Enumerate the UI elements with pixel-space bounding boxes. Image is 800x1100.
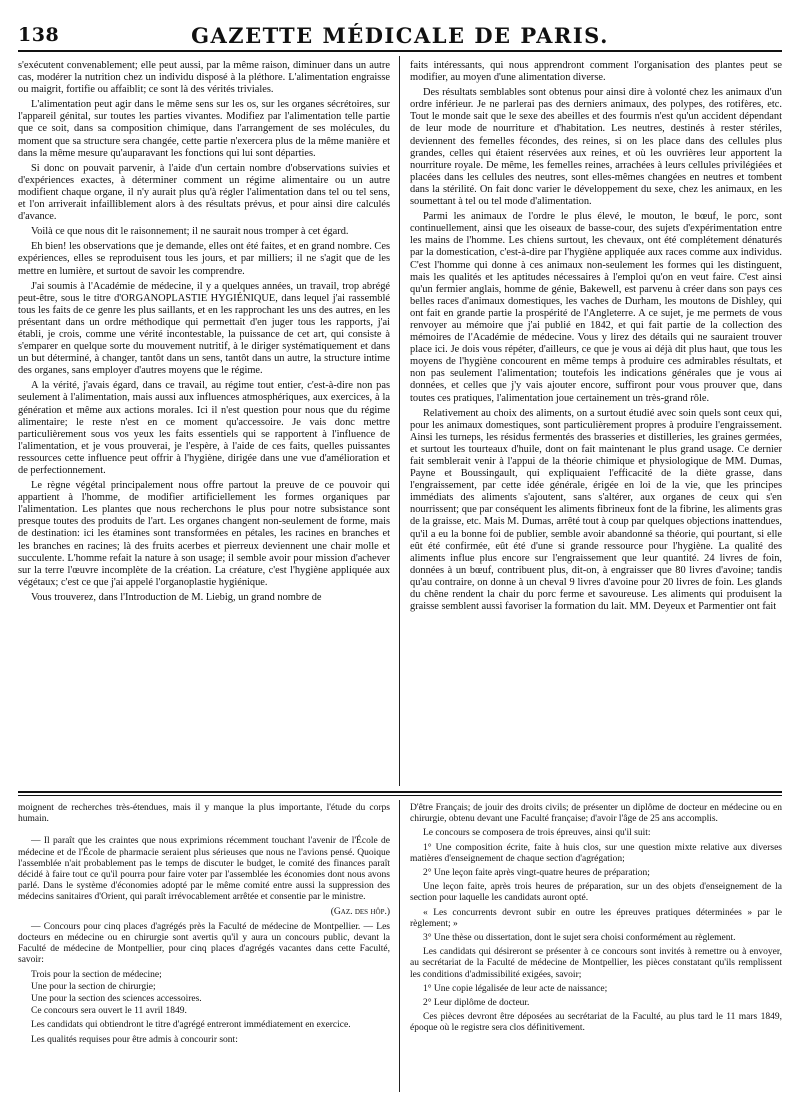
paragraph: Des résultats semblables sont obtenus pour ainsi dire à volonté chez les animaux d'un ordre inférieur. Je ne parlerai pas des derniers animaux, des polypes, des rotifères, etc. Tout le monde sait que le sexe des abeilles et des fourmis n'est qu'un accident dépendant de leur mode de nourriture et d'habitation. Les neutres, destinés à rester stériles, deviennent des femelles fécondes, des reines, si on les place dans des cellules plus grandes, celles qui étaient réservées aux reines, et où les ouvrières leur apportent la nourriture royale. De même, les femelles reines, arrachées à leurs cellules privilégiées et placées dans les cellules des neutres, sont elles-mêmes changées en neutres et tombent dans la stérilité. On fait donc varier le développement du sexe, chez les animaux, en les soumettant à tel ou tel mode d'alimentation. [410,87,782,208]
main-column-left [18,60,390,785]
paragraph: faits intéressants, qui nous apprendront comment l'organisation des plantes peut se modifier, au moyen d'une alimentation diverse. [410,60,782,84]
list-item: 3° Une thèse ou dissertation, dont le sujet sera choisi conformément au règlement. [423,933,736,944]
paragraph: Le règne végétal principalement nous offre partout la preuve de ce pouvoir qui appartient à l'homme, de modifier artificiellement les formes organiques par l'alimentation. Les plantes que nous recherchons le plus pour notre subsistance sont presque toutes des produits de l'art. Les organes changent non-seulement de forme, mais de destination: ici les étamines sont transformées en pétales, les racines en branches et les branches en racines; là des fruits acerbes et pierreux deviennent une chair molle et succulente. L'homme refait la nature à son usage; il semble avoir pour mission d'achever sur la terre l'œuvre incomplète de la création. La créature, c'est l'hygiène appliquée aux végétaux; c'est ce que j'ai appelé l'organoplastie hygiénique. [18,480,390,588]
list-item: Une pour la section des sciences accessoires. [31,994,202,1005]
quote: « Les concurrents devront subir en outre les épreuves pratiques déterminées » par le règlement; » [410,907,782,929]
paragraph: Si donc on pouvait parvenir, à l'aide d'un certain nombre d'observations suivies et d'expériences exactes, à déterminer comment un régime alimentaire ou un autre modifient chaque organe, il n'y aurait plus qu'à régler l'alimentation dans tel ou tel sens, et l'on arriverait infailliblement alors à des résultats prévus, et pour ainsi dire calculés d'avance. [18,162,390,223]
concours-announcement: — Concours pour cinq places d'agrégés près la Faculté de médecine de Montpellier. — Les docteurs en médecine ou en chirurgie sont avertis qu'il y aura un concours public, devant la Faculté de médecine de Montpellier, pour cinq places d'agrégés vacantes dans cette Faculté, savoir: [18,921,390,966]
paragraph: J'ai soumis à l'Académie de médecine, il y a quelques années, un travail, trop abrégé peut-être, sous le titre d'ORGANOPLASTIE HYGIÉNIQUE, dans lequel j'ai rassemblé tous les faits de ce genre les plus saillants, et en les rapprochant les uns des autres, en les présentant dans un ordre méthodique qui permettait d'en juger tous les rapports, j'ai établi, je crois, comme une vérité incontestable, la puissance de cet art, qui consiste à s'emparer en quelque sorte du mouvement nutritif, à le diriger systématiquement et dans un but déterminé, à changer, tantôt dans un sens, tantôt dans un autre, la structure intime des organes, sans employer d'autres moyens que le régime. [18,280,390,377]
paragraph: Relativement au choix des aliments, on a surtout étudié avec soin quels sont ceux qui, pour les animaux domestiques, sont particulièrement propres à produire l'engraissement. Ainsi les turneps, les résidus fermentés des brasseries et distilleries, les graines germées, et surtout les tourteaux d'huile, dont on fait maintenant le plus grand usage. Ce dernier fait semblerait venir à l'appui de la théorie chimique et physiologique de MM. Dumas, Payne et Boussingault, qui expliquaient l'efficacité de la diète grasse, dans l'engraissement, par cette idée générale, érigée en loi de la vie, que les principes immédiats des aliments s'ajoutent, sans s'altérer, aux organes de ceux qui s'en nourrissent; que par conséquent les aliments fibrineux font de la fibrine, les aliments gras de la graisse, etc. Mais M. Dumas, arrêté tout à coup par quelques objections inattendues, qu'il a eu la bonne foi de publier, semble avoir abandonné sa théorie, qui pourtant, si elle eût été confirmée, eût été d'une si grande ressource pour l'hygiène. La qualité des aliments influe plus encore sur l'engraissement que leur quantité. 24 livres de foin, données à un bœuf, contribuent plus, dit-on, à engraisser que 80 livres d'avoine; tandis qu'au contraire, on donne à un cheval 9 livres d'avoine pour 20 livres de foin. Les glands du chêne rendent la chair du porc ferme et savoureuse. Les aliments qui produisent la graisse semblent aussi favoriser la formation du lait. MM. Deyeux et Parmentier ont fait [410,407,782,613]
section-rule [18,791,782,793]
column-divider [399,800,400,1092]
main-column-right [410,60,782,785]
bottom-column-right [410,803,782,1093]
section-rule-thin [18,795,782,796]
list-item: 1° Une composition écrite, faite à huis clos, sur une question mixte relative aux diverses matières d'enseignement de chaque section d'agrégation; [410,842,782,864]
paragraph: Voilà ce que nous dit le raisonnement; il ne saurait nous tromper à cet égard. [31,226,349,238]
paragraph: D'être Français; de jouir des droits civils; de présenter un diplôme de docteur en médecine ou en chirurgie, obtenu devant une Faculté française; d'avoir l'âge de 25 ans accomplis. [410,803,782,825]
paragraph: Ces pièces devront être déposées au secrétariat de la Faculté, au plus tard le 11 mars 1849, époque où le registre sera clos définitivement. [410,1012,782,1034]
news-item: — Il paraît que les craintes que nous exprimions récemment touchant l'avenir de l'École de médecine et de l'École de pharmacie seraient plus sérieuses que nous ne l'avions pensé. Quoique l'assemblée n'ait probablement pas le temps de discuter le budget, le comité des finances paraît décidé à faire tout ce qu'il pourra pour faire voter par l'assemblée les économies dont nous avons parlé. Dans le système d'économies adopté par le même comité entre aussi la suppression des médecins sanitaires d'Orient, qui paraît irrévocablement arrêtée et consentie par le ministre. [18,836,390,903]
list-item: 1° Une copie légalisée de leur acte de naissance; [423,983,608,994]
paragraph: L'alimentation peut agir dans le même sens sur les os, sur les organes sécrétoires, sur l'appareil génital, sur toutes les parties vivantes. Modifiez par l'alimentation telle partie que ce soit, dans sa composition chimique, dans l'arrangement de ses molécules, du moment que sa structure sera changée, cette partie n'exercera plus de la même manière et dans la même mesure qu'auparavant les fonctions qui lui sont départies. [18,99,390,159]
paragraph: Ce concours sera ouvert le 11 avril 1849. [31,1006,187,1017]
paragraph: A la vérité, j'avais égard, dans ce travail, au régime tout entier, c'est-à-dire non pas seulement à l'alimentation, mais aussi aux influences atmosphériques, aux exercices, à la génération et même aux actions morales. Ici il n'est question pour nous que du régime alimentaire; le reste n'est en ce moment qu'accessoire. Je vais donc mettre particulièrement sous vos yeux les faits essentiels qui se rapportent à l'influence de l'alimentation, et je vous prouverai, je l'espère, à l'aide de ces faits, quelles puissantes ressources cette influence peut offrir à l'hygiène, dirigée dans une vue d'amélioration et de perfectionnement. [18,380,390,476]
list-item: 2° Une leçon faite après vingt-quatre heures de préparation; [423,868,650,879]
paragraph: Les candidats qui obtiendront le titre d'agrégé entreront immédiatement en exercice. [31,1020,351,1031]
news-source: (Gaz. des hôp.) [330,906,390,917]
paragraph: moignent de recherches très-étendues, mais il y manque la plus importante, l'étude du corps humain. [18,803,390,825]
paragraph: Eh bien! les observations que je demande, elles ont été faites, et en grand nombre. Ces expériences, elles se reproduisent tous les jours, et par milliers; il ne s'agit que de les mettre en lumière, et surtout de savoir les comprendre. [18,241,390,277]
paragraph: Les candidats qui désireront se présenter à ce concours sont invités à remettre ou à envoyer, au secrétariat de la Faculté de médecine de Montpellier, les pièces constatant qu'ils remplissent les conditions d'admissibilité exigées, savoir; [410,947,782,980]
page-number: 138 [18,24,60,46]
header-rule [18,50,782,52]
list-item: 2° Leur diplôme de docteur. [423,998,530,1009]
paragraph: Les qualités requises pour être admis à concourir sont: [31,1034,238,1045]
list-item: Une pour la section de chirurgie; [31,981,156,992]
journal-title: GAZETTE MÉDICALE DE PARIS. [191,23,609,48]
paragraph: s'exécutent convenablement; elle peut aussi, par la même raison, diminuer dans un autre cas, modérer la nutrition chez un individu disposé à la pléthore. L'alimentation engraisse ou maigrit, fortifie ou affaiblit; ce sont là des vérités triviales. [18,60,390,96]
paragraph: Vous trouverez, dans l'Introduction de M. Liebig, un grand nombre de [31,591,322,603]
list-item: Une leçon faite, après trois heures de préparation, sur un des objets d'enseignement de la section pour laquelle les candidats auront opté. [410,882,782,904]
list-item: Trois pour la section de médecine; [31,969,162,980]
column-divider [399,56,400,786]
paragraph: Parmi les animaux de l'ordre le plus élevé, le mouton, le bœuf, le porc, sont continuellement, ainsi que les oiseaux de basse-cour, des sujets d'expérimentation entre les mains de l'homme. Les chiens surtout, les chevaux, ont été complétement dénaturés par la domestication, c'est-à-dire par l'hygiène appliquée aux races comme aux individus. C'est l'homme qui donne à ces animaux non-seulement les formes qui les distinguent, mais les qualités et les aptitudes nécessaires à l'emploi qu'on en veut faire. C'est ainsi qu'un fermier anglais, homme de génie, Bakewell, est parvenu à créer dans son pays ces belles races d'animaux domestiques, les vaches de Durham, les moutons de Dishley, qui ont fait en grande partie la prospérité de l'Angleterre. A ce sujet, je me permets de vous renvoyer au mémoire que j'ai publié en 1842, et qui fait partie de la collection des mémoires de l'Académie de médecine. Vous y lirez des détails qui ne sauraient trouver place ici. Je dois vous répéter, d'ailleurs, ce que je vous ai déjà dit plus haut, que tous les moyens de l'hygiène concourent en même temps à produire ces admirables résultats, et non pas seulement l'alimentation; toutefois les indications générales que je vous ai données, et celles que j'y vais ajouter encore, suffiront pour vous prouver que, dans toutes ces pratiques, l'alimentation joue certainement un très-grand rôle. [410,211,782,404]
paragraph: Le concours se composera de trois épreuves, ainsi qu'il suit: [423,828,651,839]
page-header [18,22,782,48]
bottom-column-left [18,803,390,1093]
